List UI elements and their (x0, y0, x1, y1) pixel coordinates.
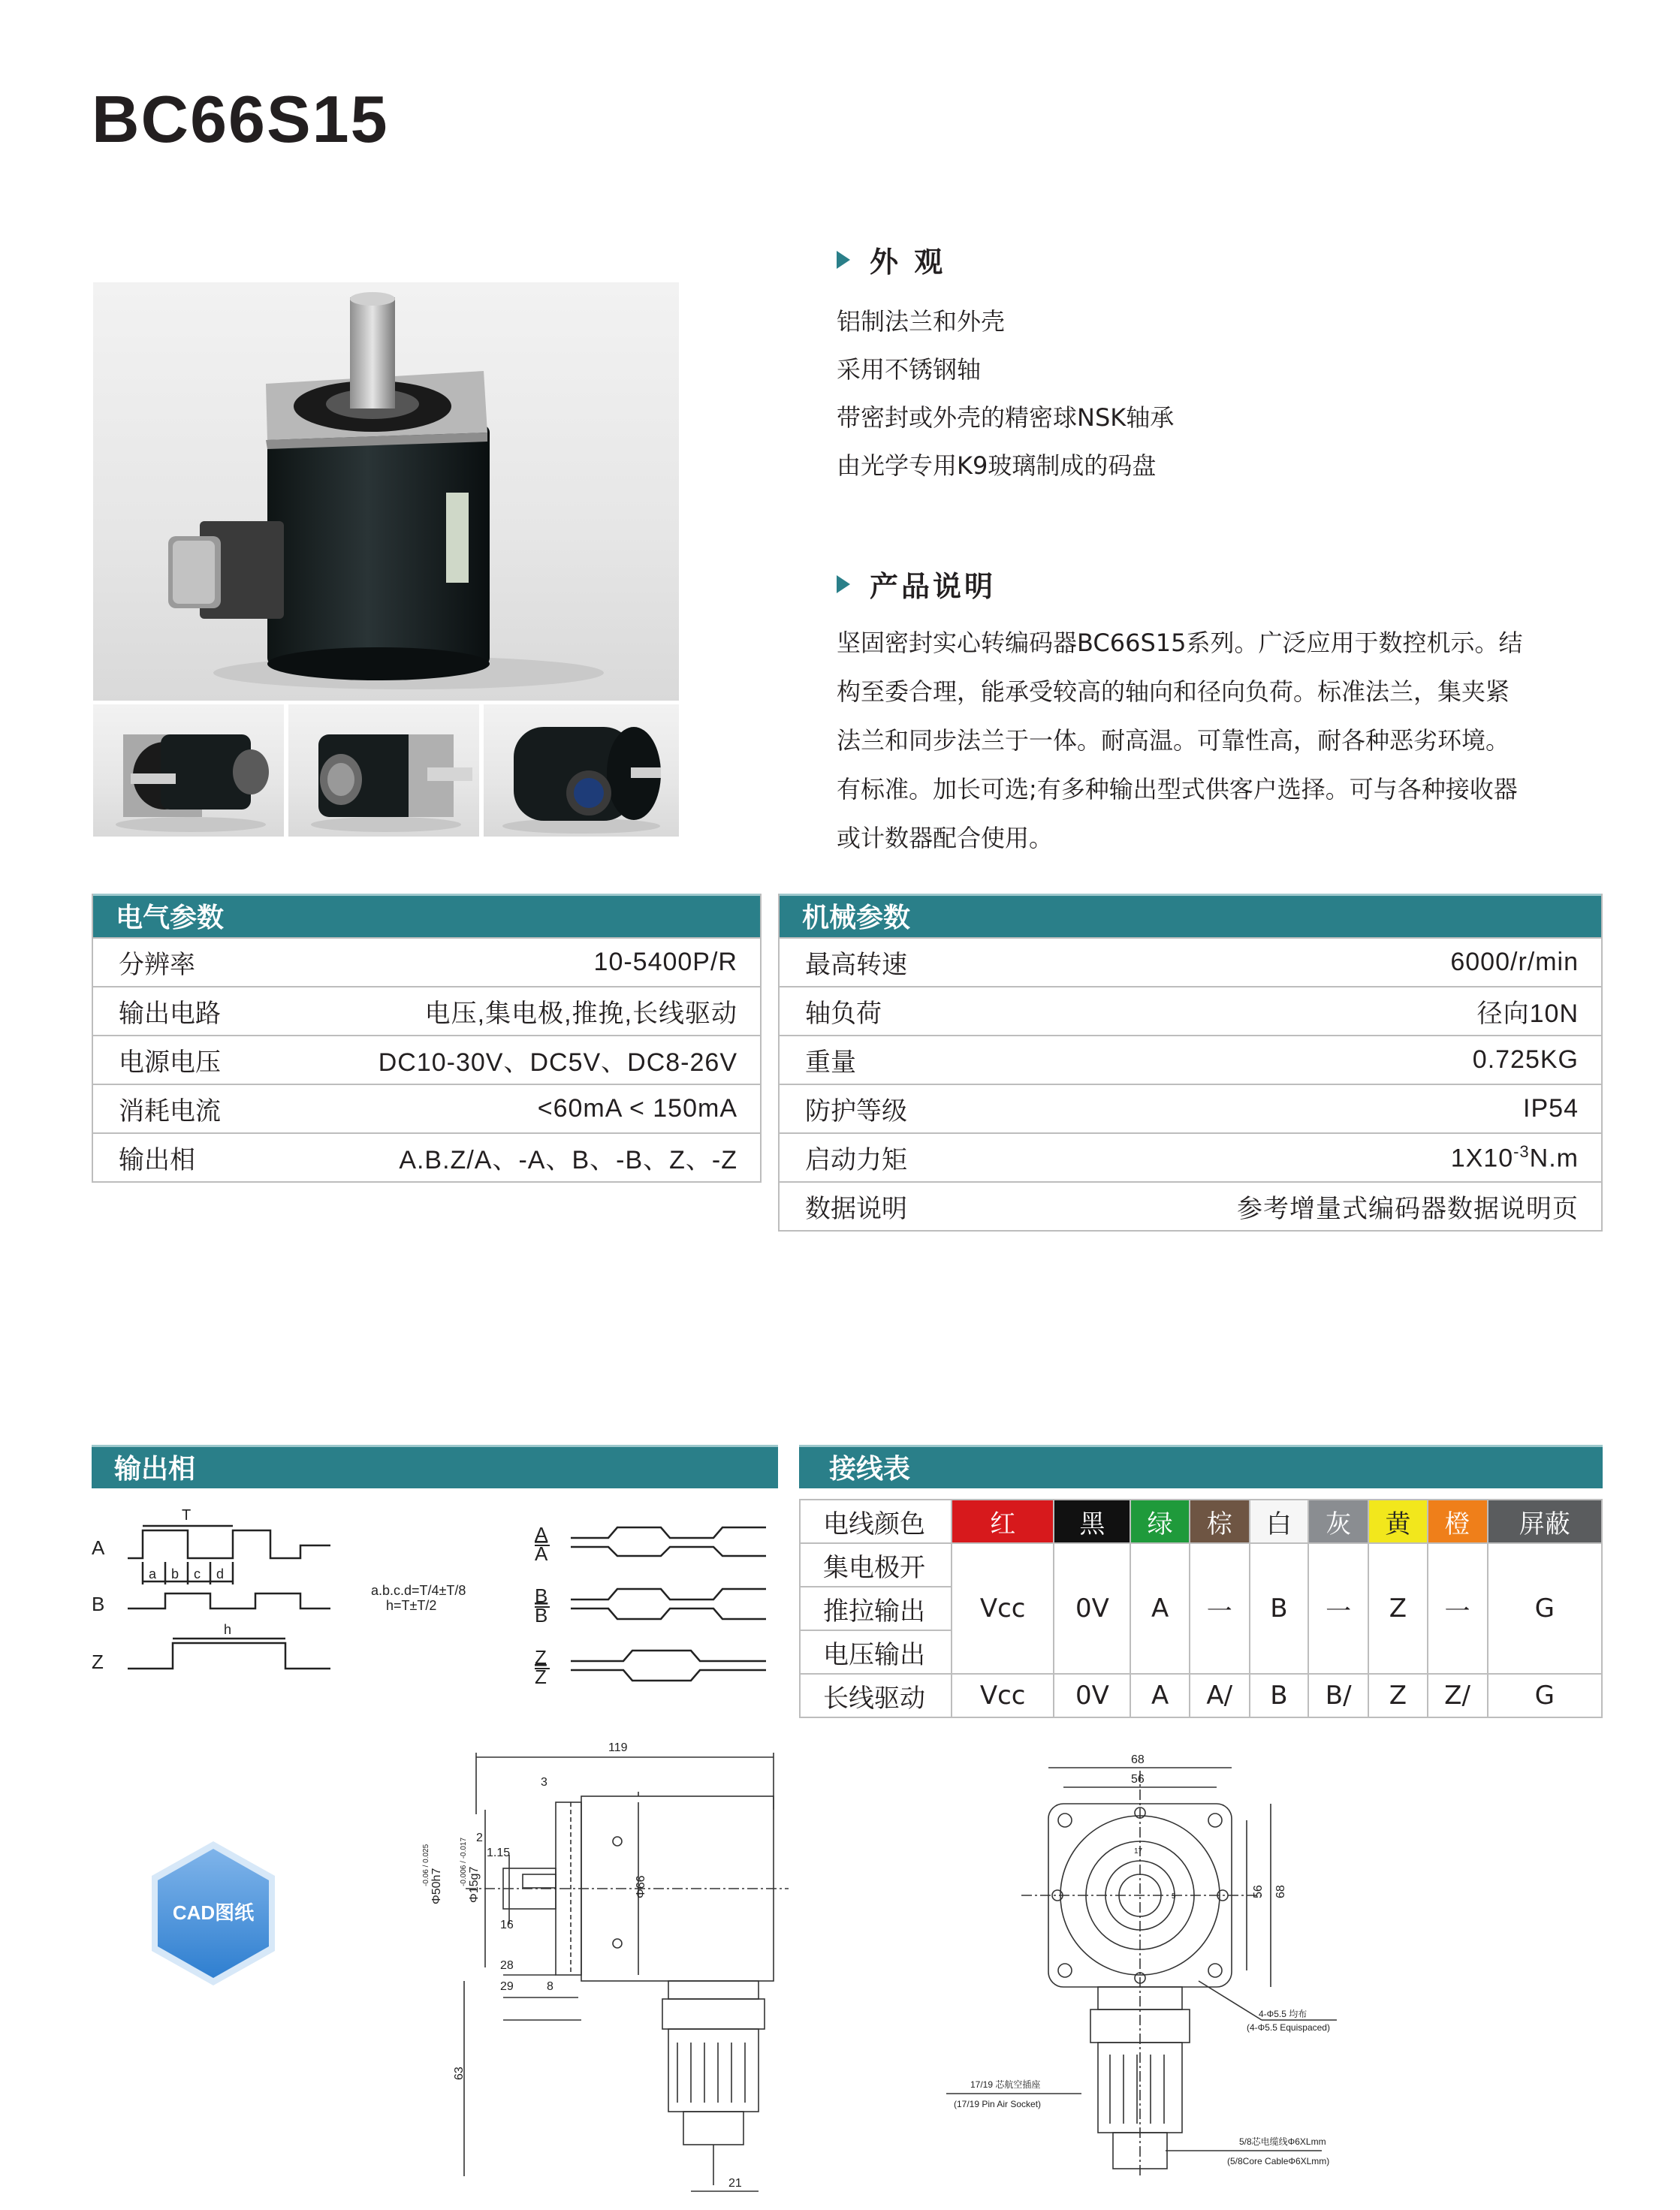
appearance-heading: 外 观 (837, 239, 946, 280)
product-photo-1 (93, 704, 284, 837)
color-yellow: 黄 (1368, 1500, 1427, 1543)
svg-text:Φ15g7: Φ15g7 (468, 1866, 481, 1903)
svg-text:5: 5 (1172, 1892, 1176, 1901)
cable-note: 5/8芯电缆线Φ6XLmm (1239, 2136, 1326, 2147)
product-photo-2 (288, 704, 479, 837)
output-phase-diagram (83, 1502, 789, 1690)
color-gray: 灰 (1308, 1500, 1368, 1543)
diff-label-b-bar: B (535, 1604, 548, 1627)
table-row: 重量 0.725KG (780, 1035, 1601, 1084)
color-brown: 棕 (1190, 1500, 1250, 1543)
table-row: 防护等级 IP54 (780, 1084, 1601, 1132)
table-row: 推拉输出 (800, 1587, 1602, 1630)
output-phase-heading: 输出相 (92, 1445, 778, 1488)
list-item: 带密封或外壳的精密球NSK轴承 (837, 403, 1175, 432)
period-label: T (182, 1507, 192, 1524)
list-item: 由光学专用K9玻璃制成的码盘 (837, 451, 1157, 480)
triangle-bullet-icon (837, 251, 850, 269)
main-product-photo (93, 282, 679, 701)
svg-text:63: 63 (453, 2067, 466, 2080)
wiring-heading: 接线表 (799, 1445, 1603, 1488)
table-row: 最高转速 6000/r/min (780, 937, 1601, 986)
svg-text:29: 29 (500, 1980, 514, 1993)
product-heading: 产品说明 (837, 563, 996, 605)
svg-text:21: 21 (728, 2177, 742, 2190)
svg-text:56: 56 (1252, 1885, 1265, 1898)
table-row: 轴负荷 径向10N (780, 986, 1601, 1035)
table-title: 电气参数 (93, 894, 760, 937)
svg-text:Φ66: Φ66 (635, 1875, 647, 1898)
formula-2: h=T±T/2 (386, 1598, 437, 1613)
hole-note-en: (4-Φ5.5 Equispaced) (1247, 2022, 1330, 2033)
cad-badge[interactable] (147, 1838, 279, 1988)
svg-text:1.15: 1.15 (487, 1847, 511, 1859)
color-black: 黑 (1054, 1500, 1130, 1543)
table-row: 消耗电流 <60mA < 150mA (93, 1084, 760, 1132)
svg-text:Φ50h7: Φ50h7 (430, 1868, 443, 1904)
diff-label-a: A (535, 1523, 548, 1545)
wiring-table (799, 1499, 1603, 1718)
table-row: 输出电路 电压,集电极,推挽,长线驱动 (93, 986, 760, 1035)
svg-text:68: 68 (1131, 1753, 1145, 1766)
table-row: 输出相 A.B.Z/A、-A、B、-B、Z、-Z (93, 1132, 760, 1181)
sub-label-c: c (194, 1566, 201, 1581)
sub-label-a: a (149, 1566, 157, 1581)
list-item: 采用不锈钢轴 (837, 355, 982, 384)
svg-text:3: 3 (541, 1776, 547, 1789)
table-row: 电压输出 (800, 1630, 1602, 1674)
svg-text:-0.06 / 0.025: -0.06 / 0.025 (422, 1844, 430, 1886)
svg-text:28: 28 (500, 1959, 514, 1972)
product-description: 坚固密封实心转编码器BC66S15系列。广泛应用于数控机示。结 构至委合理，能承受较高的轴向和径向负荷。标准法兰，集夹紧 法兰和同步法兰于一体。耐高温。可靠性高，耐各种恶劣环境。 有标准。加长可选;有多种输出型式供客户选择。可与各种接收器 或计数器配合使用。 (837, 629, 1523, 852)
page-title: BC66S15 (92, 82, 389, 156)
color-red: 红 (952, 1500, 1054, 1543)
sub-label-b: b (171, 1566, 179, 1581)
hole-note: 4-Φ5.5 均布 (1259, 2009, 1308, 2019)
svg-text:CAD图纸: CAD图纸 (172, 1901, 255, 1924)
table-row: 集电极开 Vcc 0V A 一 B 一 Z 一 G (800, 1543, 1602, 1587)
front-view-drawing (931, 1741, 1412, 2191)
formula-1: a.b.c.d=T/4±T/8 (371, 1583, 466, 1598)
table-title: 机械参数 (780, 894, 1601, 937)
list-item: 铝制法兰和外壳 (837, 307, 1006, 336)
table-row: 分辨率 10-5400P/R (93, 937, 760, 986)
sub-label-d: d (216, 1566, 225, 1581)
svg-text:-0.006 / -0.017: -0.006 / -0.017 (460, 1837, 468, 1886)
diff-label-a-bar: A (535, 1542, 548, 1565)
diff-label-z-bar: Z (535, 1666, 547, 1688)
cable-note-en: (5/8Core CableΦ6XLmm) (1227, 2156, 1330, 2166)
signal-label-z: Z (92, 1651, 104, 1673)
socket-note-en: (17/19 Pin Air Socket) (954, 2099, 1042, 2109)
svg-text:56: 56 (1131, 1773, 1145, 1786)
svg-text:2: 2 (476, 1832, 483, 1844)
triangle-bullet-icon (837, 575, 850, 593)
h-label: h (224, 1622, 232, 1637)
svg-text:119: 119 (608, 1741, 628, 1754)
table-row: 数据说明 参考增量式编码器数据说明页 (780, 1181, 1601, 1230)
diff-label-z: Z (535, 1646, 547, 1669)
diff-label-b: B (535, 1584, 548, 1607)
color-white: 白 (1250, 1500, 1308, 1543)
table-row: 长线驱动 Vcc 0V A A/ B B/ Z Z/ G (800, 1674, 1602, 1717)
appearance-list (837, 297, 1174, 490)
color-green: 绿 (1130, 1500, 1189, 1543)
svg-text:8: 8 (547, 1980, 553, 1993)
mechanical-params-table (778, 894, 1603, 1232)
table-row: 电源电压 DC10-30V、DC5V、DC8-26V (93, 1035, 760, 1084)
color-shield: 屏蔽 (1488, 1500, 1602, 1543)
signal-label-b: B (92, 1593, 105, 1615)
table-row: 电线颜色 红 黑 绿 棕 白 灰 黄 橙 屏蔽 (800, 1500, 1602, 1543)
signal-label-a: A (92, 1536, 105, 1559)
socket-note: 17/19 芯航空插座 (970, 2079, 1041, 2090)
svg-text:68: 68 (1274, 1885, 1287, 1898)
color-orange: 橙 (1428, 1500, 1488, 1543)
product-photo-3 (484, 704, 679, 837)
svg-text:16: 16 (500, 1919, 514, 1931)
svg-text:17: 17 (1134, 1847, 1143, 1856)
electrical-params-table (92, 894, 762, 1183)
side-view-drawing (398, 1727, 789, 2208)
table-row: 启动力矩 $1X10^{-3}N.m$ (780, 1132, 1601, 1181)
